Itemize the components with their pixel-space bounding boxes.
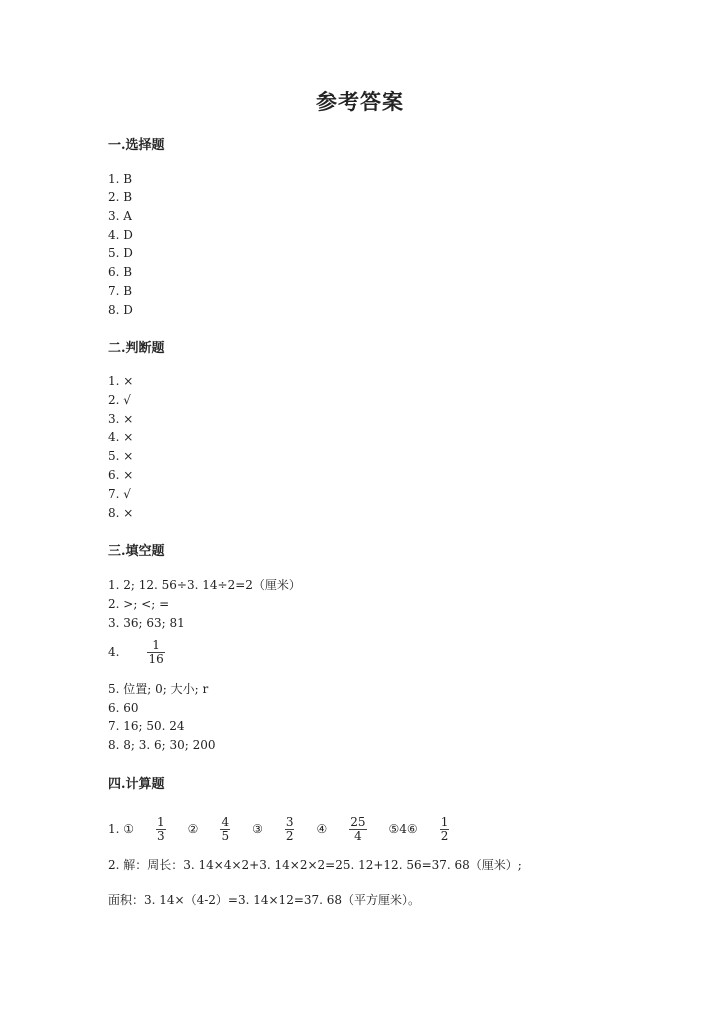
answer-line: 7. √ — [108, 487, 131, 501]
answer-line: 5. 位置; 0; 大小; r — [108, 682, 209, 696]
fraction-numerator: 3 — [285, 815, 294, 829]
circled-label: ⑤4⑥ — [388, 822, 418, 836]
calc-line-1 — [108, 816, 449, 843]
fraction — [156, 816, 166, 843]
answer-line: 3. 36; 63; 81 — [108, 616, 185, 630]
fraction — [285, 816, 295, 843]
answer-line: 3. × — [108, 412, 134, 426]
fraction-denominator: 5 — [221, 829, 230, 843]
fraction-denominator: 3 — [157, 829, 165, 843]
fraction-denominator: 2 — [440, 829, 449, 843]
answer-line-fraction — [108, 639, 165, 666]
answer-line: 8. 8; 3. 6; 30; 200 — [108, 738, 216, 752]
answer-line: 5. × — [108, 449, 134, 463]
answer-line: 4. D — [108, 228, 133, 242]
fraction-denominator: 16 — [148, 652, 164, 666]
answer-line: 4. × — [108, 430, 134, 444]
answer-line: 1. × — [108, 374, 134, 388]
answer-line: 7. 16; 50. 24 — [108, 719, 185, 733]
answer-line: 6. × — [108, 468, 134, 482]
answer-line: 7. B — [108, 284, 133, 298]
answer-line: 2. √ — [108, 393, 131, 407]
section-heading-fill: 三.填空题 — [108, 544, 165, 559]
fraction — [220, 816, 230, 843]
answer-line: 2. B — [108, 190, 133, 204]
fraction-numerator: 1 — [152, 638, 160, 652]
circled-label: ④ — [316, 822, 328, 836]
answer-line: 5. D — [108, 246, 133, 260]
fraction-numerator: 1 — [440, 815, 449, 829]
circled-label: ③ — [252, 822, 263, 836]
answer-line: 1. 2; 12. 56÷3. 14÷2=2（厘米） — [108, 578, 301, 592]
circled-label: ② — [187, 822, 199, 836]
fraction-numerator: 25 — [350, 815, 366, 829]
answer-line: 8. × — [108, 506, 134, 520]
section-heading-calc: 四.计算题 — [108, 777, 165, 792]
answer-line: 3. A — [108, 209, 132, 223]
fraction-numerator: 4 — [221, 815, 230, 829]
fraction — [349, 816, 366, 843]
answer-line: 1. B — [108, 172, 133, 186]
section-heading-choice: 一.选择题 — [108, 138, 165, 153]
fraction-numerator: 1 — [157, 815, 165, 829]
answer-line: 6. B — [108, 265, 133, 279]
item-label: 1. ① — [108, 822, 135, 836]
fraction — [147, 639, 164, 666]
answer-line: 8. D — [108, 303, 133, 317]
page-title: 参考答案 — [316, 89, 404, 114]
answer-line: 2. >; <; = — [108, 597, 170, 611]
calc-line-3: 面积：3. 14×（4-2）=3. 14×12=37. 68（平方厘米）。 — [108, 893, 421, 907]
item-label: 4. — [108, 645, 120, 659]
fraction — [440, 816, 450, 843]
section-heading-judge: 二.判断题 — [108, 341, 165, 356]
fraction-denominator: 4 — [349, 829, 366, 843]
answer-line: 6. 60 — [108, 701, 139, 715]
fraction-denominator: 2 — [285, 829, 294, 843]
calc-line-2: 2. 解：周长：3. 14×4×2+3. 14×2×2=25. 12+12. 56=37. 68（厘米）; — [108, 858, 522, 872]
